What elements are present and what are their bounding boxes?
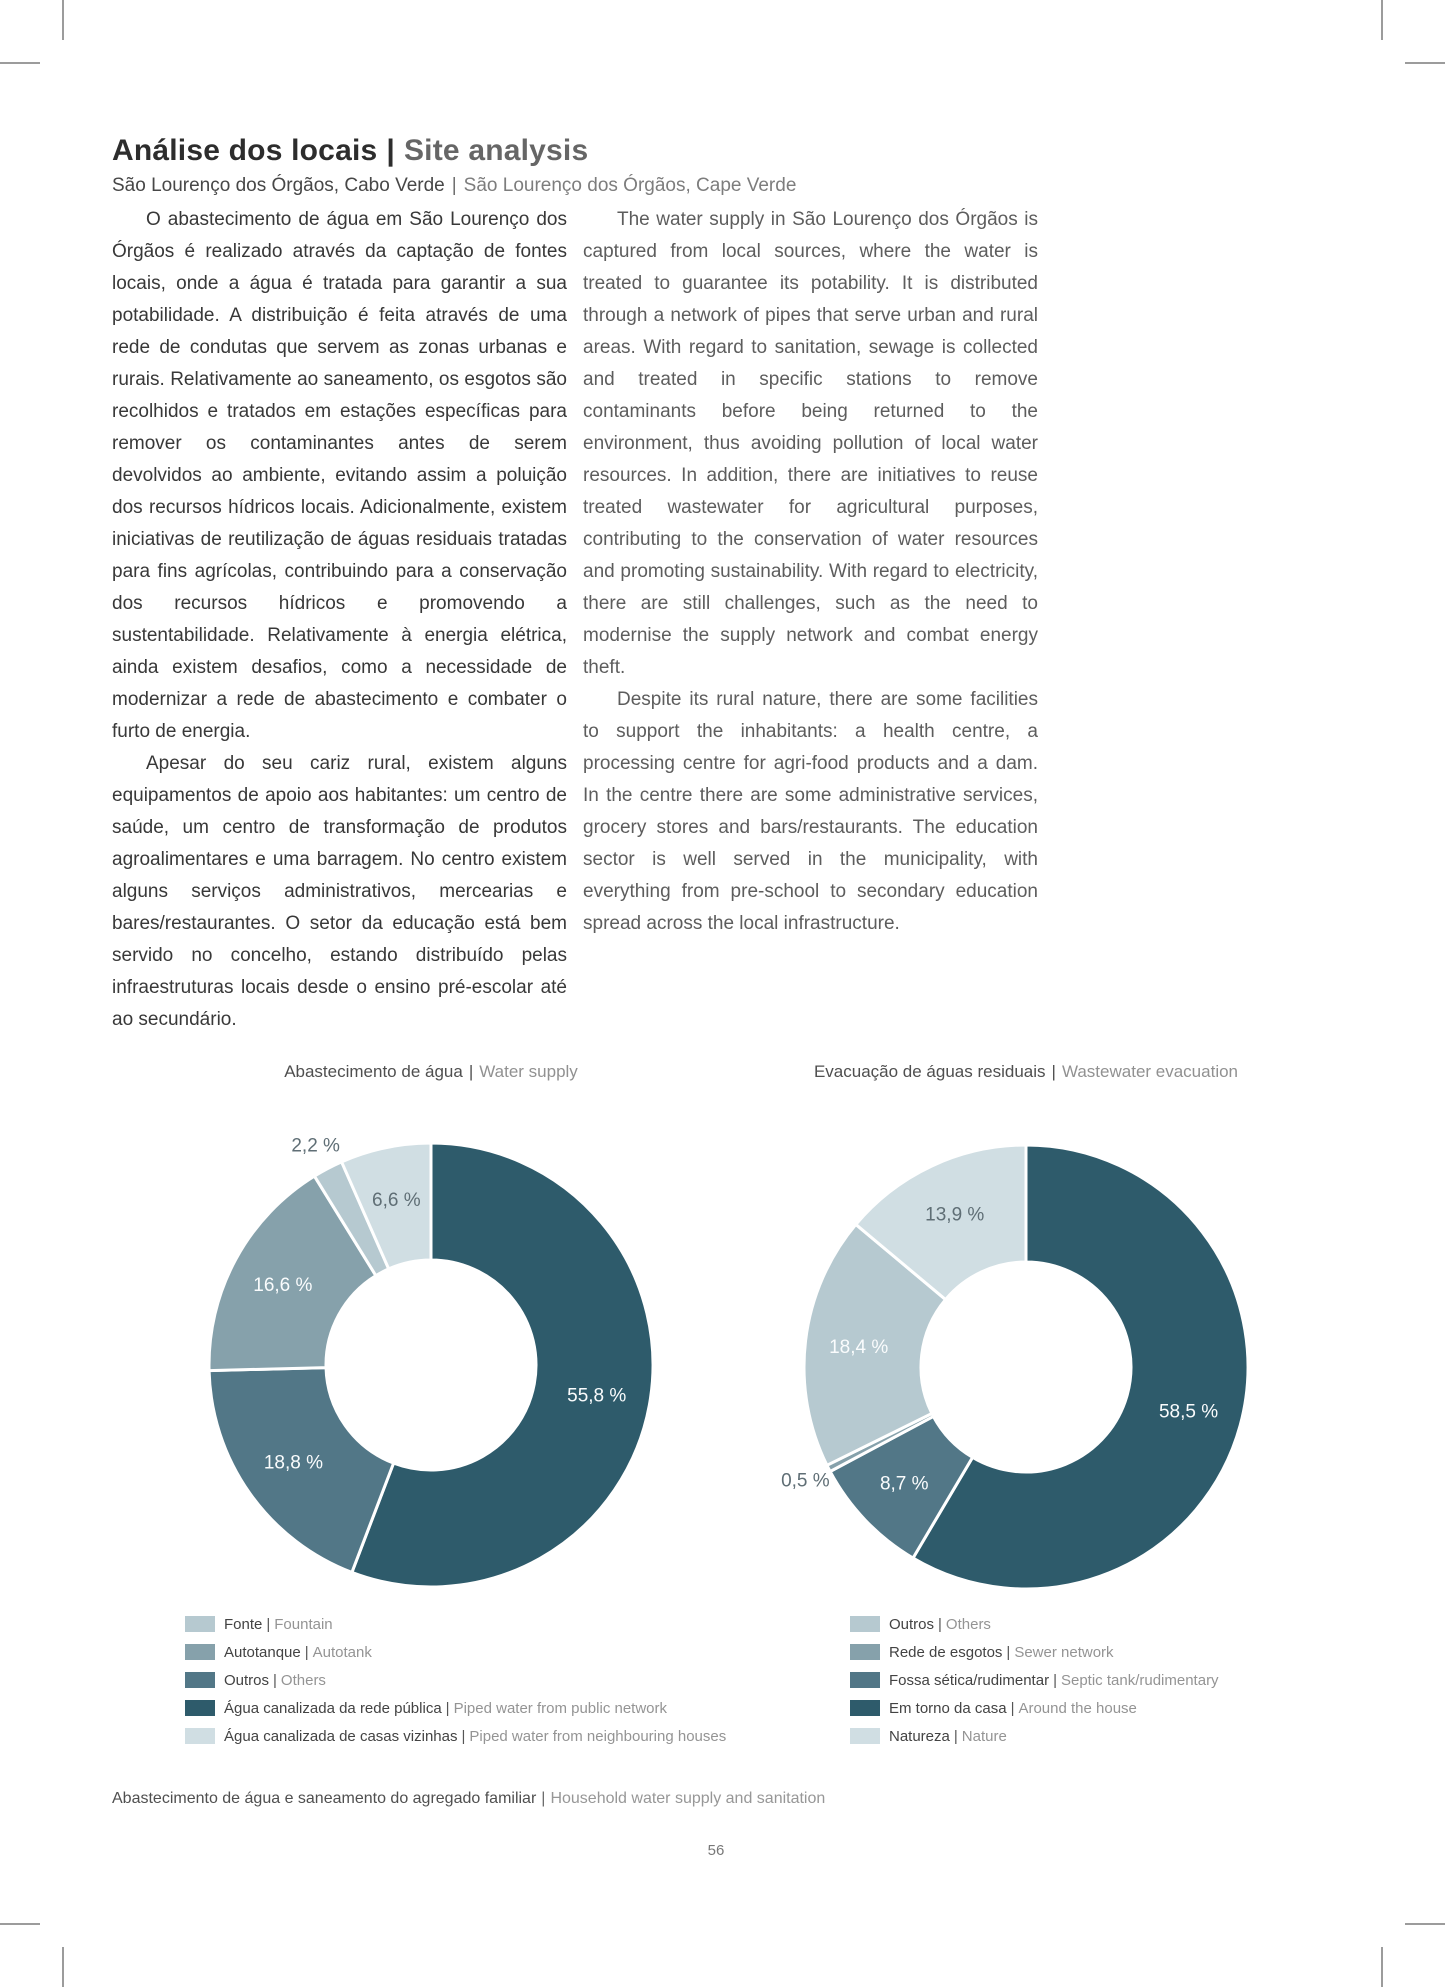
- legend-separator: |: [445, 1699, 450, 1717]
- paragraph-en-1: The water supply in São Lourenço dos Órgãos is captured from local sources, where the water is treated to guarantee its potability. It is distributed through a network of pipes that serve urban and rural areas. With regard to sanitation, sewage is collected and treated in specific stations to remove contaminants before being returned to the environment, thus avoiding pollution of local water resources. In addition, there are initiatives to reuse treated wastewater for agricultural purposes, contributing to the conservation of water resources and promoting sustainability. With regard to electricity, there are still challenges, such as the need to modernise the supply network and combat energy theft.: [583, 209, 1038, 678]
- legend-label-pt: Rede de esgotos: [889, 1643, 1003, 1661]
- legend-separator: |: [273, 1671, 277, 1689]
- page-subtitle-en: São Lourenço dos Órgãos, Cape Verde: [463, 175, 797, 196]
- legend-label-en: Around the house: [1018, 1699, 1137, 1717]
- slice-percent-label: 13,9 %: [925, 1204, 985, 1226]
- legend-label-pt: Outros: [224, 1671, 270, 1689]
- legend-separator: |: [1053, 1671, 1057, 1689]
- legend-label: [224, 1700, 667, 1717]
- legend-swatch: [850, 1616, 880, 1632]
- legend-label-pt: Fossa sética/rudimentar: [889, 1671, 1050, 1689]
- page-subtitle: [112, 175, 796, 197]
- figure-caption-pt: Abastecimento de água e saneamento do agregado familiar: [112, 1790, 537, 1807]
- chart-title-water-supply-pt: Abastecimento de água: [284, 1062, 463, 1081]
- legend-label-en: Others: [945, 1615, 991, 1633]
- legend-label-pt: Outros: [889, 1615, 935, 1633]
- legend-label-pt: Em torno da casa: [889, 1699, 1007, 1717]
- legend-swatch: [850, 1644, 880, 1660]
- crop-mark-top-right-v: [1381, 0, 1383, 40]
- legend-swatch: [850, 1728, 880, 1744]
- legend-wastewater: [850, 1610, 1219, 1750]
- legend-item: [850, 1610, 1219, 1638]
- legend-swatch: [185, 1672, 215, 1688]
- legend-label: [889, 1728, 1007, 1745]
- legend-label-pt: Água canalizada da rede pública: [224, 1699, 442, 1717]
- legend-label: [889, 1700, 1137, 1717]
- legend-label: [889, 1616, 991, 1633]
- legend-separator: |: [953, 1727, 958, 1745]
- legend-label-en: Autotank: [312, 1643, 372, 1661]
- title-separator: |: [386, 134, 395, 167]
- legend-label: [224, 1616, 333, 1633]
- paragraph-pt-1: O abastecimento de água em São Lourenço dos Órgãos é realizado através da captação de fontes locais, onde a água é tratada para garantir a sua potabilidade. A distribuição é feita através de uma rede de condutas que servem as zonas urbanas e rurais. Relativamente ao saneamento, os esgotos são recolhidos e tratados em estações específicas para remover os contaminantes antes de serem devolvidos ao ambiente, evitando assim a poluição dos recursos hídricos locais. Adicionalmente, existem iniciativas de reutilização de águas residuais tratadas para fins agrícolas, contribuindo para a conservação dos recursos hídricos e promovendo a sustentabilidade. Relativamente à energia elétrica, ainda existem desafios, como a necessidade de modernizar a rede de abastecimento e combater o furto de energia.: [112, 209, 567, 742]
- figure-caption-en: Household water supply and sanitation: [550, 1790, 826, 1807]
- legend-label: [224, 1644, 372, 1661]
- legend-separator: |: [304, 1643, 309, 1661]
- legend-item: [850, 1666, 1219, 1694]
- paragraph-pt-2: Apesar do seu cariz rural, existem alguns equipamentos de apoio aos habitantes: um centro de saúde, um centro de transformação de produtos agroalimentares e uma barragem. No centro existem alguns serviços administrativos, mercearias e bares/restaurantes. O setor da educação está bem servido no concelho, estando distribuído pelas infraestruturas locais desde o ensino pré-escolar até ao secundário.: [112, 753, 567, 1030]
- page-title-pt: Análise dos locais: [112, 134, 378, 167]
- legend-separator: |: [1010, 1699, 1015, 1717]
- legend-label: [889, 1644, 1114, 1661]
- slice-percent-label: 55,8 %: [567, 1385, 627, 1407]
- legend-separator: |: [938, 1615, 942, 1633]
- legend-item: [850, 1638, 1219, 1666]
- donut-chart-wastewater: [746, 1087, 1306, 1647]
- legend-label-en: Others: [280, 1671, 326, 1689]
- legend-swatch: [185, 1728, 215, 1744]
- slice-percent-label: 18,4 %: [829, 1336, 889, 1358]
- body-column-english: [583, 204, 1038, 1036]
- legend-item: [185, 1722, 726, 1750]
- crop-mark-bottom-right-h: [1405, 1923, 1445, 1925]
- page-number: 56: [707, 1842, 725, 1859]
- crop-mark-top-left-v: [62, 0, 64, 40]
- slice-percent-label: 58,5 %: [1158, 1401, 1219, 1423]
- legend-separator: |: [461, 1727, 466, 1745]
- slice-percent-label: 16,6 %: [253, 1274, 313, 1296]
- slice-percent-label: 2,2 %: [291, 1135, 340, 1157]
- legend-label-en: Fountain: [274, 1615, 333, 1633]
- slice-percent-label: 18,8 %: [263, 1452, 324, 1474]
- legend-item: [185, 1666, 726, 1694]
- legend-label-en: Piped water from neighbouring houses: [469, 1727, 727, 1745]
- slice-percent-label: 6,6 %: [372, 1190, 421, 1212]
- crop-mark-bottom-left-v: [62, 1947, 64, 1987]
- legend-item: [850, 1722, 1219, 1750]
- legend-swatch: [850, 1672, 880, 1688]
- crop-mark-top-right-h: [1405, 62, 1445, 64]
- legend-item: [185, 1694, 726, 1722]
- legend-swatch: [185, 1700, 215, 1716]
- page-title: [112, 134, 796, 168]
- legend-label-pt: Água canalizada de casas vizinhas: [224, 1727, 458, 1745]
- legend-label-en: Sewer network: [1014, 1643, 1114, 1661]
- slice-percent-label: 0,5 %: [781, 1470, 830, 1492]
- legend-label: [224, 1728, 726, 1745]
- legend-label: [889, 1672, 1219, 1689]
- page-header: [112, 134, 796, 197]
- crop-mark-bottom-left-h: [0, 1923, 40, 1925]
- chart-title-separator: |: [468, 1062, 474, 1081]
- paragraph-en-2: Despite its rural nature, there are some facilities to support the inhabitants: a health centre, a processing centre for agri-food products and a dam. In the centre there are some administrative services, grocery stores and bars/restaurants. The education sector is well served in the municipality, with everything from pre-school to secondary education spread across the local infrastructure.: [583, 689, 1038, 934]
- donut-chart-water-supply: [151, 1085, 711, 1645]
- legend-label-en: Septic tank/rudimentary: [1060, 1671, 1219, 1689]
- legend-item: [185, 1610, 726, 1638]
- page-title-en: Site analysis: [403, 134, 589, 167]
- legend-item: [185, 1638, 726, 1666]
- chart-title-water-supply-en: Water supply: [479, 1062, 578, 1081]
- legend-label-en: Piped water from public network: [453, 1699, 668, 1717]
- legend-label-en: Nature: [961, 1727, 1007, 1745]
- legend-label-pt: Autotanque: [224, 1643, 301, 1661]
- legend-label-pt: Natureza: [889, 1727, 950, 1745]
- legend-swatch: [850, 1700, 880, 1716]
- crop-mark-bottom-right-v: [1381, 1947, 1383, 1987]
- slice-percent-label: 8,7 %: [879, 1473, 929, 1495]
- body-column-portuguese: [112, 204, 567, 1036]
- figure-caption: [112, 1790, 825, 1808]
- legend-swatch: [185, 1644, 215, 1660]
- caption-separator: |: [541, 1790, 546, 1807]
- chart-title-wastewater-pt: Evacuação de águas residuais: [813, 1062, 1046, 1081]
- chart-title-separator: |: [1051, 1062, 1056, 1081]
- body-text: [112, 204, 1038, 1036]
- legend-label: [224, 1672, 326, 1689]
- chart-title-wastewater: [726, 1062, 1326, 1082]
- subtitle-separator: |: [451, 175, 457, 196]
- legend-water-supply: [185, 1610, 726, 1750]
- chart-title-wastewater-en: Wastewater evacuation: [1061, 1062, 1239, 1081]
- page-subtitle-pt: São Lourenço dos Órgãos, Cabo Verde: [112, 175, 445, 196]
- legend-separator: |: [1006, 1643, 1011, 1661]
- crop-mark-top-left-h: [0, 62, 40, 64]
- legend-label-pt: Fonte: [224, 1615, 263, 1633]
- legend-swatch: [185, 1616, 215, 1632]
- chart-title-water-supply: [131, 1062, 731, 1082]
- legend-separator: |: [266, 1615, 271, 1633]
- legend-item: [850, 1694, 1219, 1722]
